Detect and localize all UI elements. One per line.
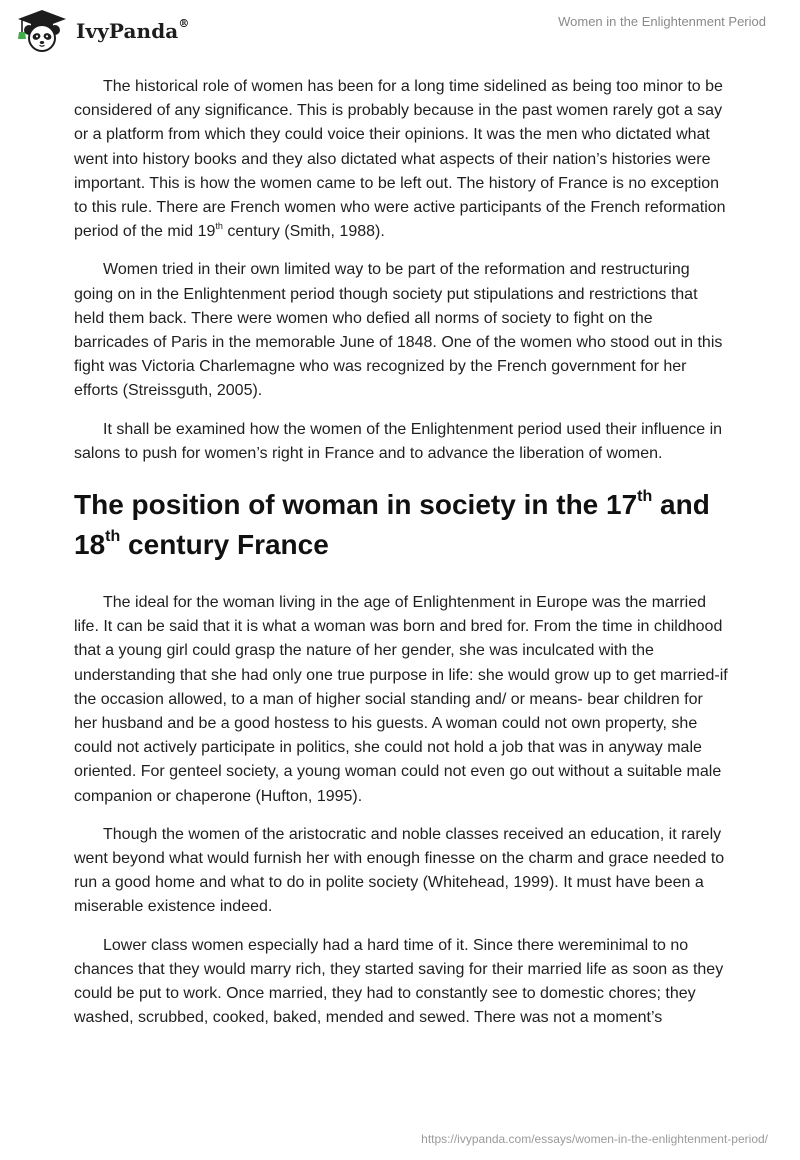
ivypanda-logo[interactable] [14,8,189,54]
registered-mark: ® [178,17,190,30]
brand-name [76,19,189,43]
heading-text: century France [120,529,329,561]
heading-text: and 18 [74,489,710,561]
footer-url[interactable]: https://ivypanda.com/essays/women-in-the-enlightenment-period/ [421,1132,768,1146]
paragraph-lower-class-women: Lower class women especially had a hard time of it. Since there wereminimal to no chances that they would marry rich, they started saving for their married life as soon as they could be put to work. Once married, they had to constantly see to domestic chores; they washed, scrubbed, cooked, baked, mended and sewed. There was not a moment’s [74,936,724,1027]
paragraph-women-reformation: Women tried in their own limited way to be part of the reformation and restructuring going on in the Enlightenment period though society put stipulations and restrictions that held them back. There were women who defied all norms of society to fight on the barricades of Paris in the memorable June of 1848. One of the women who stood out in this fight was Victoria Charlemagne who was recognized by the French government for her efforts (Streissguth, 2005). [74,261,723,400]
panda-graduate-icon [14,8,70,54]
heading-text: The position of woman in society in the 17 [74,489,638,521]
document-title: Women in the Enlightenment Period [558,14,766,29]
section-heading [74,485,728,565]
brand-wordmark: IvyPanda [76,19,179,43]
ordinal-suffix: th [215,221,223,232]
ordinal-suffix: th [637,488,653,506]
paragraph-text: century (Smith, 1988). [222,223,385,241]
essay-body [74,75,728,1045]
paragraph-intro [74,75,728,244]
paragraph-ideal-married-life: The ideal for the woman living in the age of Enlightenment in Europe was the married life. It can be said that it is what a woman was born and bred for. From the time in childhood that a young girl could grasp the nature of her gender, she was inculcated with the understanding that she had only one true purpose in life: she would grow up to get married-if the occasion allowed, to a man of higher social standing and/ or means- bear children for her husband and be a good hostess to his guests. A woman could not own property, she could not actively participate in politics, she could not hold a job that was in anyway male oriented. For genteel society, a young woman could not even go out without a suitable male companion or chaperone (Hufton, 1995). [74,594,728,805]
page-header [0,0,800,60]
paragraph-examination: It shall be examined how the women of the Enlightenment period used their influence in salons to push for women’s right in France and to advance the liberation of women. [74,420,723,462]
paragraph-text: The historical role of women has been for a long time sidelined as being too minor to be considered of any significance. This is probably because in the past women rarely got a say or a platform from which they could voice their opinions. It was the men who dictated what went into history books and they also dictated what aspects of their nation’s histories were important. This is how the women came to be left out. The history of France is no exception to this rule. There are French women who were active participants of the French reformation period of the mid 19 [74,78,726,241]
ordinal-suffix: th [105,528,121,546]
paragraph-aristocratic-education: Though the women of the aristocratic and noble classes received an education, it rarely went beyond what would furnish her with enough finesse on the charm and grace needed to run a good home and what to do in polite society (Whitehead, 1999). It must have been a miserable existence indeed. [74,825,725,916]
